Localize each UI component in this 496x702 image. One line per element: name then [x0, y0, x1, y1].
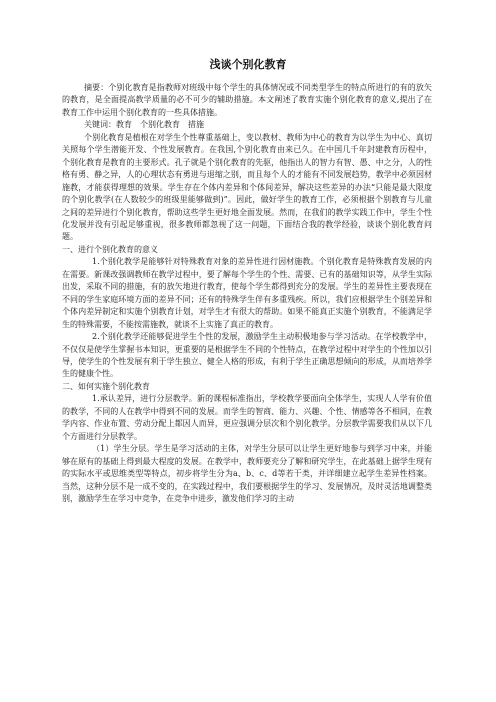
- document-body: [62, 82, 432, 505]
- section2-paragraph-1: 1.承认差异，进行分层教学。新的课程标准指出，学校教学要面向全体学生，实现人人学有价值的教学，不同的人在教学中得到不同的发展。而学生的智商、能力、兴趣、个性、情感等各不相同，在教学内容、作业布置、劳动分配上都因人而异，更应强调分层次和个别化教学。分层教学需要我们从以下几个方面进行分层教学。: [62, 394, 432, 441]
- section1-paragraph-1: 1.个别化教学是能够针对特殊教育对象的差异性进行因材施教。个别化教育是特殊教育发展的内在需要。新课改强调教师在教学过程中，要了解每个学生的个性、需要、已有的基础知识等，从学生实际出发，采取不同的措施，有的放矢地进行教育，使每个学生都得到充分的发展。学生的差异性主要表现在不同的学生家庭环境方面的差异不同；还有的特殊学生伴有多重残疾。所以，我们应根据学生个别差异和个体内差异制定和实施个别教育计划，对学生才有很大的帮助。如果不能真正实施个别教育，不能满足学生的特殊需要，不能按需施教，就谈不上实施了真正的教育。: [62, 257, 432, 329]
- page-title: 浅谈个别化教育: [209, 58, 287, 71]
- keywords-line: 关键词：教育 个别化教育 措施: [84, 120, 204, 130]
- section-heading-2: 二、如何实施个别化教育: [62, 381, 150, 391]
- abstract-paragraph: 摘要：个别化教育是指教师对班级中每个学生的具体情况或不同类型学生的特点所进行的有的放矢的教育，是全面提高教学质量的必不可少的辅助措施。本文阐述了教育实施个别化教育的意义,提出了在教育工作中运用个别化教育的一些具体措施。: [62, 83, 432, 117]
- section1-paragraph-2: 2.个别化教学还能够促进学生个性的发展，激励学生主动积极地参与学习活动。在学校教学中，不仅仅是使学生掌握书本知识，更重要的是根据学生不同的个性特点，在教学过程中对学生的个性加以引导，使学生的个性发展有利于学生独立、健全人格的形成，有利于学生正确思想倾向的形成，从而培养学生的健康个性。: [62, 332, 432, 379]
- section-heading-1: 一、进行个别化教育的意义: [62, 244, 158, 254]
- section2-paragraph-2: （1）学生分层。学生是学习活动的主体，对学生分层可以让学生更好地参与到学习中来，并能够在原有的基础上得到最大程度的发展。在教学中，教师要充分了解和研究学生，在此基础上据学生现有的实际水平或思维类型等特点，初步将学生分为a、b、c、d等若干类，并详细建立起学生差异性档案。当然，这种分层不是一成不变的，在实践过程中，我们要根据学生的学习、发展情况，及时灵活地调整类别，激励学生在学习中竞争，在竞争中进步，激发他们学习的主动: [62, 444, 432, 503]
- intro-paragraph: 个别化教育是植根在对学生个性尊重基础上，变以教材、教师为中心的教育为以学生为中心、真切关照每个学生潜能开发、个性发展教育。在我国,个别化教育由来已久。在中国几千年封建教育历程中，个别化教育是教育的主要形式。孔子就是个别化教育的先驱，他指出人的智力有智、愚、中之分，人的性格有勇、静之异，人的心理状态有勇进与退缩之别，而且每个人的才能有不同发展趋势，教学中必须因材施教，才能获得理想的效果。学生存在个体内差异和个体间差异，解决这些差异的办法“只能是最大限度的个别化教学(在人数较少的班级里能够做到)”。因此，做好学生的教育工作，必须根据个别教育与儿童之间的差异进行个别化教育，帮助这些学生更好地全面发展。然而，在我们的教学实践工作中，学生个性化发展并没有引起足够重视，很多教师都忽视了这一问题，下面结合我的教学经验，谈谈个别化教育问题。: [62, 132, 432, 242]
